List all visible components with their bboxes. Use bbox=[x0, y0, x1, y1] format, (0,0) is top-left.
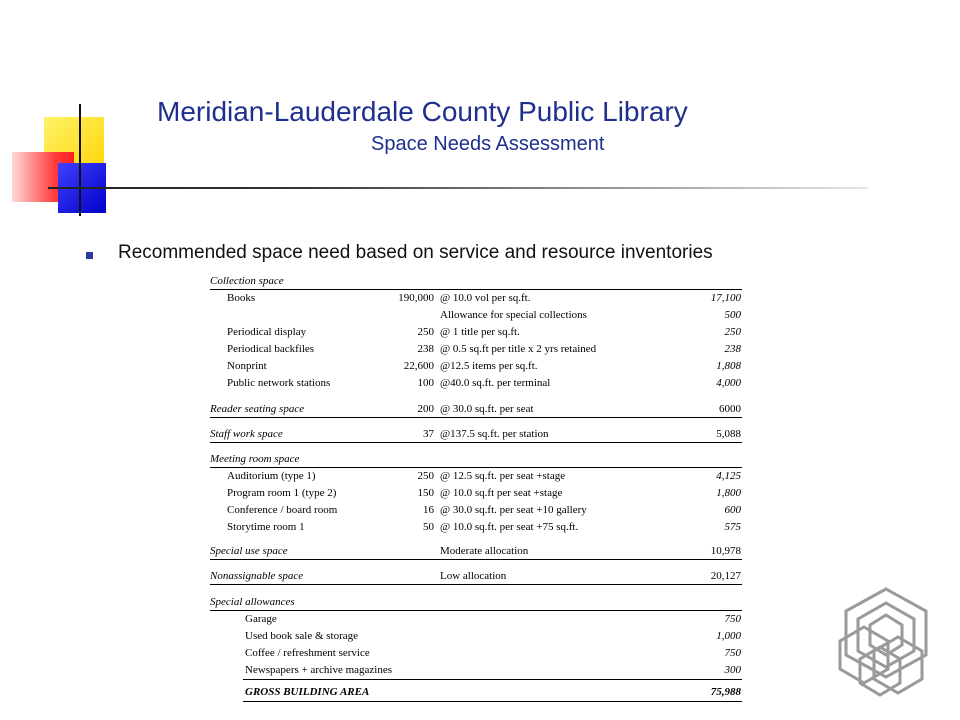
row-area: 4,125 bbox=[716, 470, 741, 482]
row-qty: 16 bbox=[423, 504, 434, 516]
table-rule bbox=[210, 610, 742, 611]
row-basis: @ 10.0 sq.ft per seat +stage bbox=[440, 487, 563, 499]
page-subtitle: Space Needs Assessment bbox=[371, 133, 605, 155]
row-label: Coffee / refreshment service bbox=[245, 647, 370, 659]
row-area: 10,978 bbox=[710, 545, 741, 557]
row-area: 575 bbox=[724, 521, 741, 533]
staff-heading: Staff work space bbox=[210, 428, 283, 440]
row-qty: 100 bbox=[417, 377, 434, 389]
row-qty: 200 bbox=[417, 403, 434, 415]
table-rule bbox=[210, 559, 742, 560]
row-label: Auditorium (type 1) bbox=[227, 470, 316, 482]
row-area: 1,800 bbox=[716, 487, 741, 499]
row-area: 600 bbox=[724, 504, 741, 516]
total-label: GROSS BUILDING AREA bbox=[245, 686, 370, 698]
row-basis: @137.5 sq.ft. per station bbox=[440, 428, 549, 440]
row-area: 20,127 bbox=[710, 570, 741, 582]
row-area: 6000 bbox=[719, 403, 741, 415]
row-basis: @ 10.0 sq.ft. per seat +75 sq.ft. bbox=[440, 521, 579, 533]
row-basis: @ 30.0 sq.ft. per seat +10 gallery bbox=[440, 504, 587, 516]
row-area: 4,000 bbox=[716, 377, 741, 389]
row-basis: @ 0.5 sq.ft per title x 2 yrs retained bbox=[440, 343, 597, 355]
row-basis: @ 12.5 sq.ft. per seat +stage bbox=[440, 470, 566, 482]
row-basis: @12.5 items per sq.ft. bbox=[440, 360, 538, 372]
row-label: Conference / board room bbox=[227, 504, 338, 516]
table-rule bbox=[210, 417, 742, 418]
allowances-heading: Special allowances bbox=[210, 596, 295, 608]
row-basis: @ 30.0 sq.ft. per seat bbox=[440, 403, 534, 415]
row-area: 500 bbox=[724, 309, 741, 321]
row-qty: 250 bbox=[417, 470, 434, 482]
row-area: 750 bbox=[724, 647, 741, 659]
total-area: 75,988 bbox=[710, 686, 741, 698]
row-label: Periodical display bbox=[227, 326, 307, 338]
row-label: Used book sale & storage bbox=[245, 630, 359, 642]
row-area: 5,088 bbox=[716, 428, 741, 440]
collection-heading: Collection space bbox=[210, 275, 284, 287]
row-label: Program room 1 (type 2) bbox=[227, 487, 337, 499]
row-area: 17,100 bbox=[710, 292, 741, 304]
meeting-heading: Meeting room space bbox=[210, 453, 300, 465]
square-bullet-icon bbox=[86, 252, 93, 259]
reader-heading: Reader seating space bbox=[210, 403, 305, 415]
row-label: Newspapers + archive magazines bbox=[245, 664, 393, 676]
table-rule bbox=[210, 289, 742, 290]
row-label: Periodical backfiles bbox=[227, 343, 315, 355]
row-area: 750 bbox=[724, 613, 741, 625]
row-label: Storytime room 1 bbox=[227, 521, 305, 533]
header-divider bbox=[48, 187, 868, 189]
table-rule bbox=[210, 584, 742, 585]
row-area: 1,808 bbox=[716, 360, 741, 372]
row-basis: Low allocation bbox=[440, 570, 507, 582]
row-area: 1,000 bbox=[716, 630, 741, 642]
row-area: 238 bbox=[724, 343, 741, 355]
row-basis: Moderate allocation bbox=[440, 545, 529, 557]
row-qty: 22,600 bbox=[403, 360, 434, 372]
row-label: Nonprint bbox=[227, 360, 267, 372]
nonassignable-heading: Nonassignable space bbox=[210, 570, 304, 582]
row-qty: 50 bbox=[423, 521, 434, 533]
row-qty: 250 bbox=[417, 326, 434, 338]
row-qty: 150 bbox=[417, 487, 434, 499]
row-basis: @ 10.0 vol per sq.ft. bbox=[440, 292, 531, 304]
row-basis: @ 1 title per sq.ft. bbox=[440, 326, 520, 338]
row-qty: 37 bbox=[423, 428, 434, 440]
table-rule bbox=[243, 679, 742, 680]
page-title: Meridian-Lauderdale County Public Library bbox=[157, 96, 688, 127]
row-label: Public network stations bbox=[227, 377, 331, 389]
row-basis: @40.0 sq.ft. per terminal bbox=[440, 377, 551, 389]
row-area: 250 bbox=[724, 326, 741, 338]
row-qty: 190,000 bbox=[398, 292, 434, 304]
logo-vertical-line bbox=[79, 104, 81, 216]
row-label: Books bbox=[227, 292, 256, 304]
row-label: Garage bbox=[245, 613, 277, 625]
row-area: 300 bbox=[724, 664, 741, 676]
special-use-heading: Special use space bbox=[210, 545, 288, 557]
hexagon-cluster-icon bbox=[826, 585, 946, 705]
table-rule bbox=[210, 442, 742, 443]
bullet-text: Recommended space need based on service and resource inventories bbox=[118, 242, 713, 263]
table-rule bbox=[210, 467, 742, 468]
table-rule bbox=[243, 701, 742, 702]
row-basis: Allowance for special collections bbox=[440, 309, 587, 321]
row-qty: 238 bbox=[417, 343, 434, 355]
